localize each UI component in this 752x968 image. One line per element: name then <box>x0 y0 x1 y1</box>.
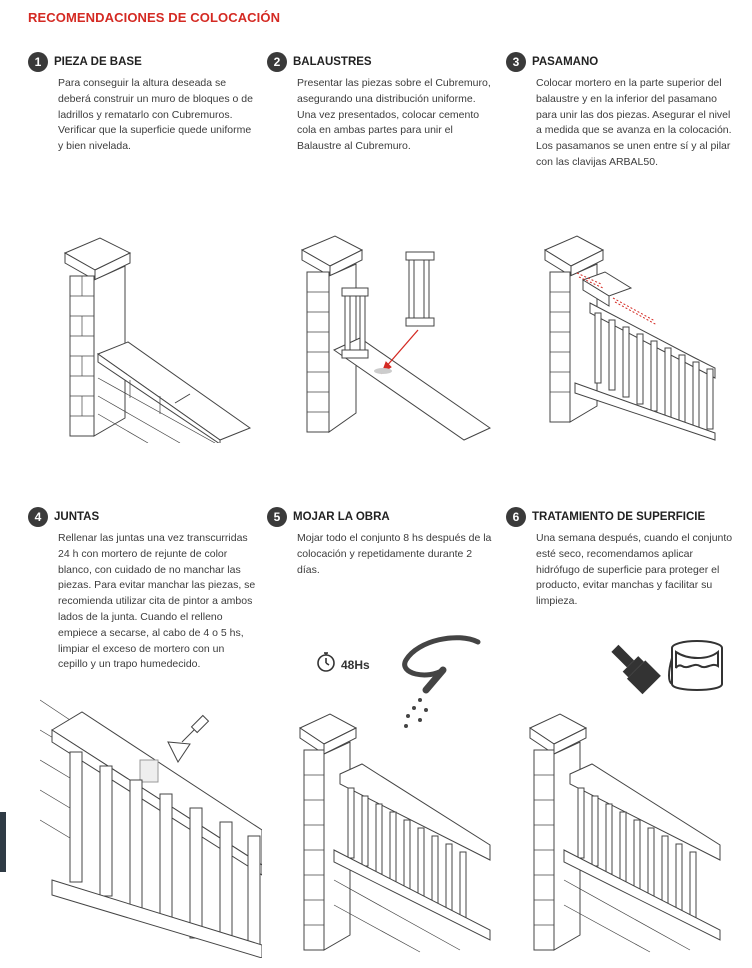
step-5-number: 5 <box>267 507 287 527</box>
paint-brush-icon <box>604 636 664 696</box>
illustration-treated-fence <box>520 700 730 955</box>
step-4-title: JUNTAS <box>54 511 100 523</box>
step-1-title: PIEZA DE BASE <box>54 56 142 68</box>
illustration-wet-fence <box>290 700 500 955</box>
illustration-balusters <box>290 228 505 443</box>
step-3-text: Colocar mortero en la parte superior del balaustre y en la inferior del pasamano para unir las dos piezas. Asegurar el nivel a medida que se avanza en la colocación. Los pasamanos se unen entre sí y al pilar con las clavijas ARBAL50. <box>536 77 732 168</box>
step-1-number: 1 <box>28 52 48 72</box>
step-5-text: Mojar todo el conjunto 8 hs después de la colocación y repetidamente durante 2 días. <box>297 532 492 576</box>
step-4-number: 4 <box>28 507 48 527</box>
timer-badge <box>314 650 370 679</box>
step-6 <box>506 507 734 610</box>
step-2-number: 2 <box>267 52 287 72</box>
page-title: RECOMENDACIONES DE COLOCACIÓN <box>28 10 281 25</box>
step-1-text: Para conseguir la altura deseada se deberá construir un muro de bloques o de ladrillos y rematarlo con Cubremuros. Verificar que la superficie quede uniforme y bien nivelada. <box>58 77 253 153</box>
step-3-number: 3 <box>506 52 526 72</box>
step-4 <box>28 507 256 673</box>
stopwatch-icon <box>314 650 338 679</box>
edge-marker <box>0 812 6 872</box>
step-2-title: BALAUSTRES <box>293 56 372 68</box>
step-1 <box>28 52 256 155</box>
step-6-text: Una semana después, cuando el conjunto esté seco, recomendamos aplicar hidrófugo de superficie para proteger el producto, evitar manchas y facilitar su limpieza. <box>536 532 733 608</box>
illustration-handrail <box>535 228 735 443</box>
step-3-title: PASAMANO <box>532 56 599 68</box>
timer-label: 48Hs <box>341 657 370 672</box>
step-2-text: Presentar las piezas sobre el Cubremuro, asegurando una distribución uniforme. Una vez presentados, colocar cemento cola en ambas partes para unir el Balaustre al Cubremuro. <box>297 77 491 153</box>
step-4-text: Rellenar las juntas una vez transcurridas 24 h con mortero de rejunte de color blanco, con cuidado de no manchar las piezas. Para evitar manchar las piezas, se recomienda utilizar cita de pintor a ambos lados de la junta. Cuando el relleno empiece a secarse, al cabo de 4 o 5 hs, limpiar el exceso de mortero con un cepillo y un trapo humedecido. <box>58 532 256 671</box>
paint-can-icon <box>668 636 726 694</box>
step-3 <box>506 52 734 171</box>
illustration-base-wall <box>40 228 260 443</box>
step-2 <box>267 52 495 155</box>
step-6-number: 6 <box>506 507 526 527</box>
step-5-title: MOJAR LA OBRA <box>293 511 390 523</box>
illustration-joints <box>40 690 262 958</box>
step-6-title: TRATAMIENTO DE SUPERFICIE <box>532 511 706 523</box>
step-5 <box>267 507 495 578</box>
